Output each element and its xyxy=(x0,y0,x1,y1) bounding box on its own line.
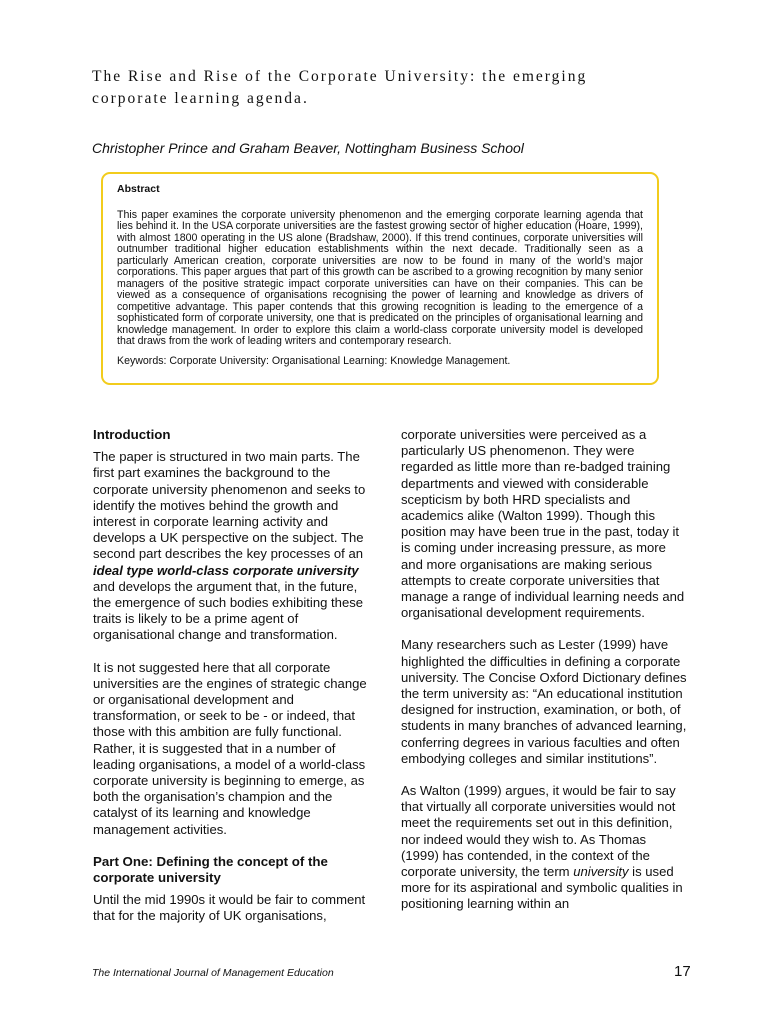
intro-paragraph-1 xyxy=(93,449,379,643)
author-affiliation: , Nottingham Business School xyxy=(337,140,524,156)
journal-footer: The International Journal of Management Education xyxy=(92,967,334,979)
intro-paragraph-2: It is not suggested here that all corporate universities are the engines of strategic change or organisational development and transformation, or seek to be - or indeed, that those with this ambition are fully functional. Rather, it is suggested that in a number of leading organisations, a model of a world-class corporate university is beginning to emerge, as both the organisation’s champion and the catalyst of its learning and knowledge management activities. xyxy=(93,659,367,837)
abstract-text: This paper examines the corporate university phenomenon and the emerging corporate learning agenda that lies behind it. In the USA corporate universities are the fastest growing sector of higher education (Hoare, 1999), with almost 1800 operating in the US alone (Bradshaw, 2000). If this trend continues, corporate universities will outnumber traditional higher education establishments within the next decade. Traditionally seen as a particularly American creation, corporate universities are now to be found in many of the world’s major corporations. This paper argues that part of this growth can be ascribed to a growing recognition by many senior managers of the positive strategic impact corporate universities can have on their companies. This can be viewed as a consequence of organisations recognising the power of learning and knowledge as drivers of competitive advantage. This paper contends that this growing recognition is leading to the emergence of a sophisticated form of corporate university, one that is predicated on the principles of organisational learning and knowledge management. In order to explore this claim a world-class corporate university model is developed that draws from the work of leading writers and contemporary research. xyxy=(117,208,643,347)
right-paragraph-1: corporate universities were perceived as a particularly US phenomenon. They were regarded as little more than re-badged training departments and viewed with considerable scepticism by both HRD specialists and academics alike (Walton 1999). Though this position may have been true in the past, today it is coming under increasing pressure, as more and more organisations are making serious attempts to create corporate universities that manage a range of individual learning needs and organisational development requirements. xyxy=(401,427,685,621)
abstract-box xyxy=(101,172,659,385)
author-names: Christopher Prince and Graham Beaver xyxy=(92,140,338,156)
introduction-heading: Introduction xyxy=(93,427,171,442)
abstract-heading: Abstract xyxy=(117,183,160,195)
abstract-keywords: Keywords: Corporate University: Organisational Learning: Knowledge Management. xyxy=(117,354,511,367)
right-column xyxy=(401,427,687,913)
right-paragraph-3 xyxy=(401,783,687,913)
part-one-paragraph: Until the mid 1990s it would be fair to comment that for the majority of UK organisations, xyxy=(93,892,366,924)
right-p3-text-b: is used more for its aspirational and symbolic qualities in positioning learning within an xyxy=(401,864,683,912)
author-line xyxy=(92,140,524,156)
right-p3-text-a: As Walton (1999) argues, it would be fair to say that virtually all corporate universities would not meet the requirements set out in this definition, nor indeed would they wish to. As Thomas (1999) has contended, in the context of the corporate university, the term xyxy=(401,783,676,880)
part-one-heading: Part One: Defining the concept of the corporate university xyxy=(93,853,328,886)
page-number: 17 xyxy=(674,963,691,980)
intro-p1-emphasis: ideal type world-class corporate university xyxy=(93,562,359,578)
right-p3-emphasis: university xyxy=(573,864,629,880)
intro-p1-text-a: The paper is structured in two main parts. The first part examines the background to the corporate university phenomenon and seeks to identify the motives behind the growth and interest in corporate learning activity and develops a UK perspective on the subject. The second part describes the key processes of an xyxy=(93,449,366,562)
paper-title: The Rise and Rise of the Corporate University: the emerging corporate learning agenda. xyxy=(92,68,588,107)
left-column xyxy=(93,427,379,925)
intro-p1-text-b: and develops the argument that, in the future, the emergence of such bodies exhibiting these traits is likely to be a prime agent of organisational change and transformation. xyxy=(93,578,364,643)
right-paragraph-2: Many researchers such as Lester (1999) have highlighted the difficulties in defining a corporate university. The Concise Oxford Dictionary defines the term university as: “An educational institution designed for instruction, examination, or both, of students in many branches of advanced learning, conferring degrees in various faculties and often embodying colleges and similar institutions”. xyxy=(401,637,687,766)
